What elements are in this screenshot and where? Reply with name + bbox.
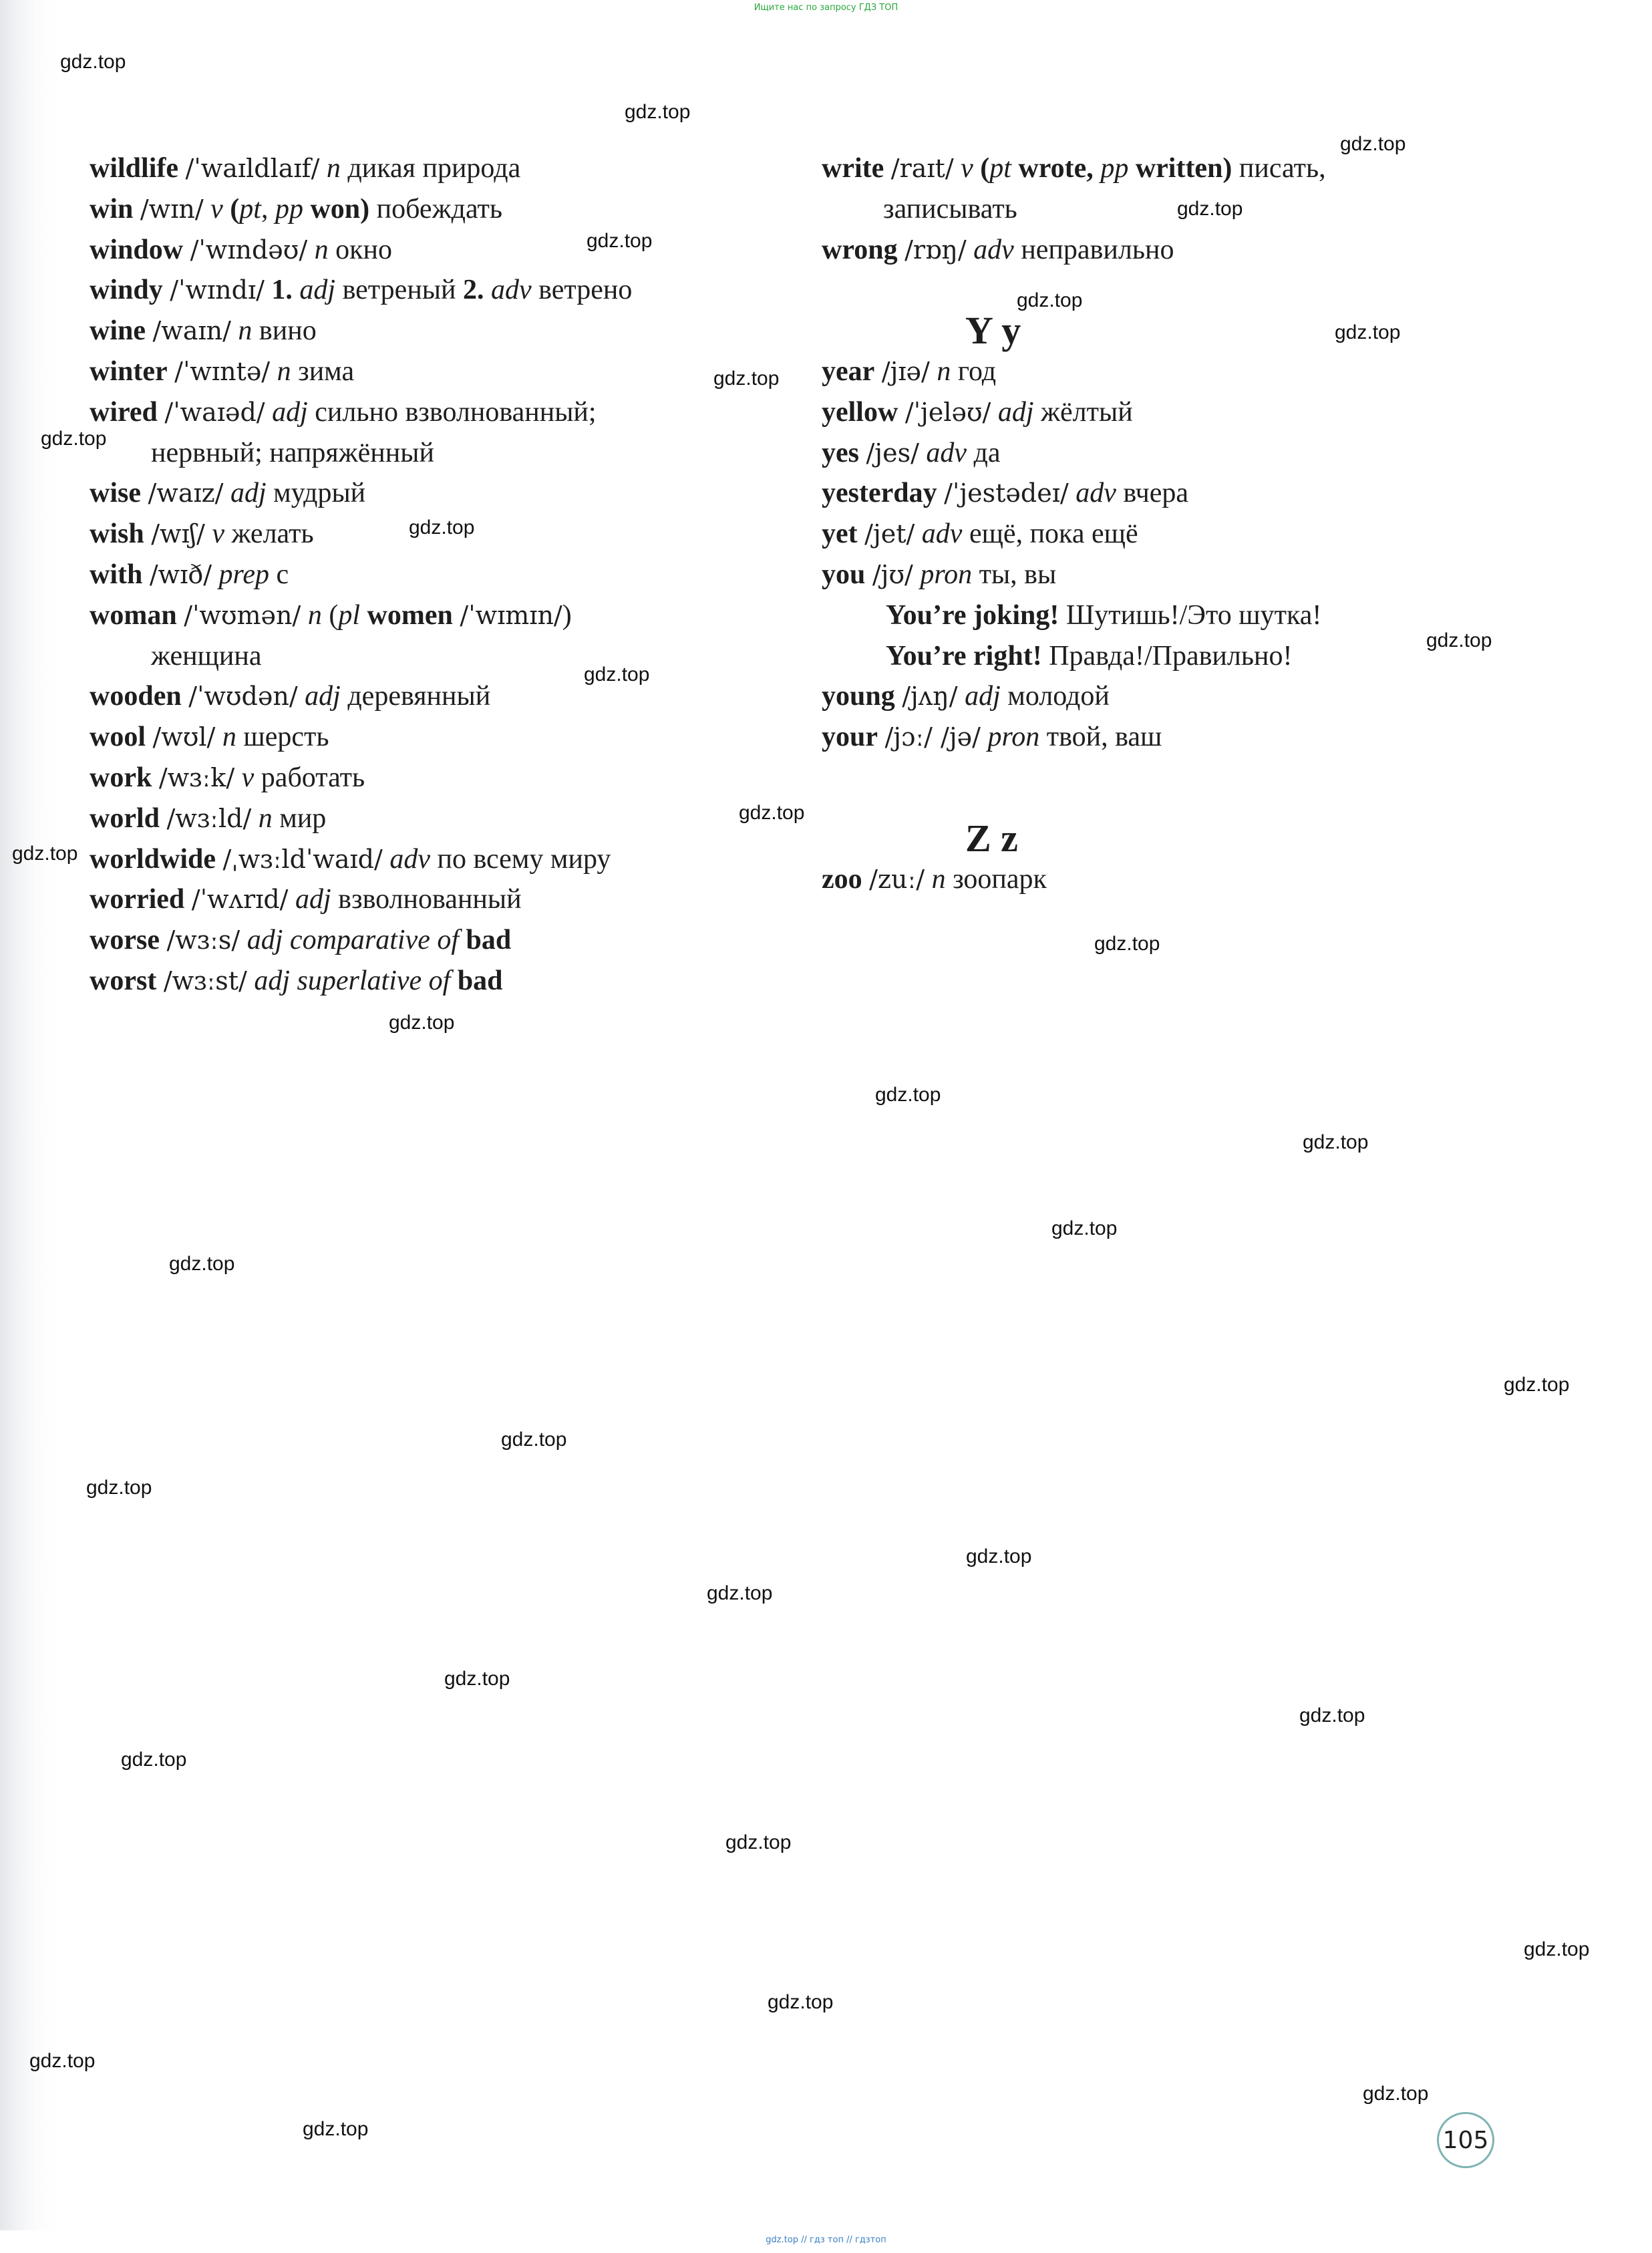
- dictionary-entry: wildlife /ˈwaɪldlaɪf/ n дикая природа: [90, 153, 521, 184]
- example-phrase: You’re joking! Шутишь!/Это шутка!: [886, 599, 1322, 631]
- example-phrase: You’re right! Правда!/Правильно!: [886, 640, 1293, 671]
- watermark: gdz.top: [60, 51, 126, 73]
- dictionary-entry: yet /jet/ adv ещё, пока ещё: [822, 518, 1138, 550]
- dictionary-entry: worried /ˈwʌrɪd/ adj взволнованный: [90, 884, 522, 915]
- watermark: gdz.top: [169, 1253, 235, 1275]
- dictionary-entry: wrong /rɒŋ/ adv неправильно: [822, 234, 1174, 265]
- dictionary-entry: young /jʌŋ/ adj молодой: [822, 681, 1110, 712]
- watermark: gdz.top: [303, 2118, 369, 2140]
- watermark: gdz.top: [1340, 133, 1406, 155]
- watermark: gdz.top: [409, 516, 475, 539]
- watermark: gdz.top: [1426, 629, 1492, 651]
- dictionary-entry: wise /waɪz/ adj мудрый: [90, 478, 366, 509]
- spacer: [822, 798, 1543, 818]
- dictionary-entry: year /jɪə/ n год: [822, 355, 997, 387]
- dictionary-entry: yes /jes/ adv да: [822, 437, 1001, 468]
- letter-heading-y: Y y: [965, 309, 1021, 353]
- watermark: gdz.top: [625, 101, 691, 123]
- watermark: gdz.top: [41, 428, 107, 450]
- watermark: gdz.top: [768, 1991, 834, 2013]
- dictionary-entry: write /raɪt/ v (pt wrote, pp written) писать, записывать: [822, 153, 1326, 224]
- watermark: gdz.top: [1177, 198, 1243, 220]
- bottom-note: gdz.top // гдз топ // гдзтоп: [766, 2235, 886, 2245]
- watermark: gdz.top: [875, 1084, 941, 1106]
- watermark: gdz.top: [12, 843, 78, 865]
- watermark: gdz.top: [1303, 1131, 1369, 1153]
- watermark: gdz.top: [1051, 1217, 1118, 1239]
- watermark: gdz.top: [1524, 1938, 1590, 1960]
- dictionary-entry: windy /ˈwɪndɪ/ 1. adj ветреный 2. adv ветрено: [90, 275, 633, 306]
- watermark: gdz.top: [444, 1668, 510, 1690]
- watermark: gdz.top: [501, 1429, 567, 1451]
- watermark: gdz.top: [389, 1012, 455, 1034]
- watermark: gdz.top: [29, 2050, 96, 2072]
- dictionary-entry: winter /ˈwɪntə/ n зима: [90, 355, 355, 387]
- watermark: gdz.top: [1504, 1374, 1570, 1396]
- dictionary-entry: zoo /zuː/ n зоопарк: [822, 863, 1047, 895]
- dictionary-entry: wired /ˈwaɪəd/ adj сильно взволнованный; нервный; напряжённый: [90, 396, 597, 468]
- page-number: 105: [1437, 2112, 1494, 2168]
- watermark: gdz.top: [725, 1831, 792, 1853]
- dictionary-entry: yesterday /ˈjestədeɪ/ adv вчера: [822, 478, 1188, 509]
- top-note: Ищите нас по запросу ГДЗ ТОП: [754, 3, 898, 13]
- dictionary-entry: with /wɪð/ prep с: [90, 559, 289, 590]
- dictionary-entry: worst /wɜːst/ adj superlative of bad: [90, 965, 503, 996]
- watermark: gdz.top: [86, 1477, 152, 1499]
- dictionary-entry: wish /wɪʃ/ v желать: [90, 518, 314, 550]
- right-column: [822, 148, 1543, 899]
- dictionary-entry: woman /ˈwʊmən/ n (pl women /ˈwɪmɪn/) женщина: [90, 599, 572, 671]
- dictionary-entry: you /jʊ/ pron ты, вы: [822, 559, 1057, 590]
- dictionary-entry: your /jɔː/ /jə/ pron твой, ваш: [822, 722, 1162, 753]
- spacer: [822, 758, 1543, 798]
- left-column: [90, 148, 798, 1002]
- watermark: gdz.top: [1017, 289, 1083, 311]
- watermark: gdz.top: [1363, 2083, 1429, 2105]
- dictionary-entry: world /wɜːld/ n мир: [90, 802, 327, 834]
- dictionary-entry: wooden /ˈwʊdən/ adj деревянный: [90, 681, 491, 712]
- dictionary-entry: worse /wɜːs/ adj comparative of bad: [90, 925, 512, 956]
- dictionary-entry: yellow /ˈjeləʊ/ adj жёлтый: [822, 396, 1133, 428]
- dictionary-entry: wine /waɪn/ n вино: [90, 315, 317, 347]
- watermark: gdz.top: [1299, 1704, 1365, 1726]
- watermark: gdz.top: [121, 1749, 187, 1771]
- watermark: gdz.top: [966, 1545, 1032, 1567]
- watermark: gdz.top: [739, 802, 805, 824]
- dictionary-entry: work /wɜːk/ v работать: [90, 762, 365, 793]
- dictionary-entry: worldwide /ˌwɜːldˈwaɪd/ adv по всему миру: [90, 843, 611, 875]
- dictionary-entry: window /ˈwɪndəʊ/ n окно: [90, 234, 393, 265]
- watermark: gdz.top: [1335, 321, 1401, 343]
- watermark: gdz.top: [1094, 933, 1160, 955]
- dictionary-entry: wool /wʊl/ n шерсть: [90, 722, 329, 753]
- watermark: gdz.top: [707, 1582, 773, 1604]
- dictionary-entry: win /wɪn/ v (pt, pp won) побеждать: [90, 193, 503, 224]
- watermark: gdz.top: [713, 367, 780, 390]
- watermark: gdz.top: [584, 663, 650, 686]
- spacer: [822, 270, 1543, 311]
- letter-heading-z: Z z: [965, 816, 1018, 860]
- watermark: gdz.top: [587, 230, 653, 252]
